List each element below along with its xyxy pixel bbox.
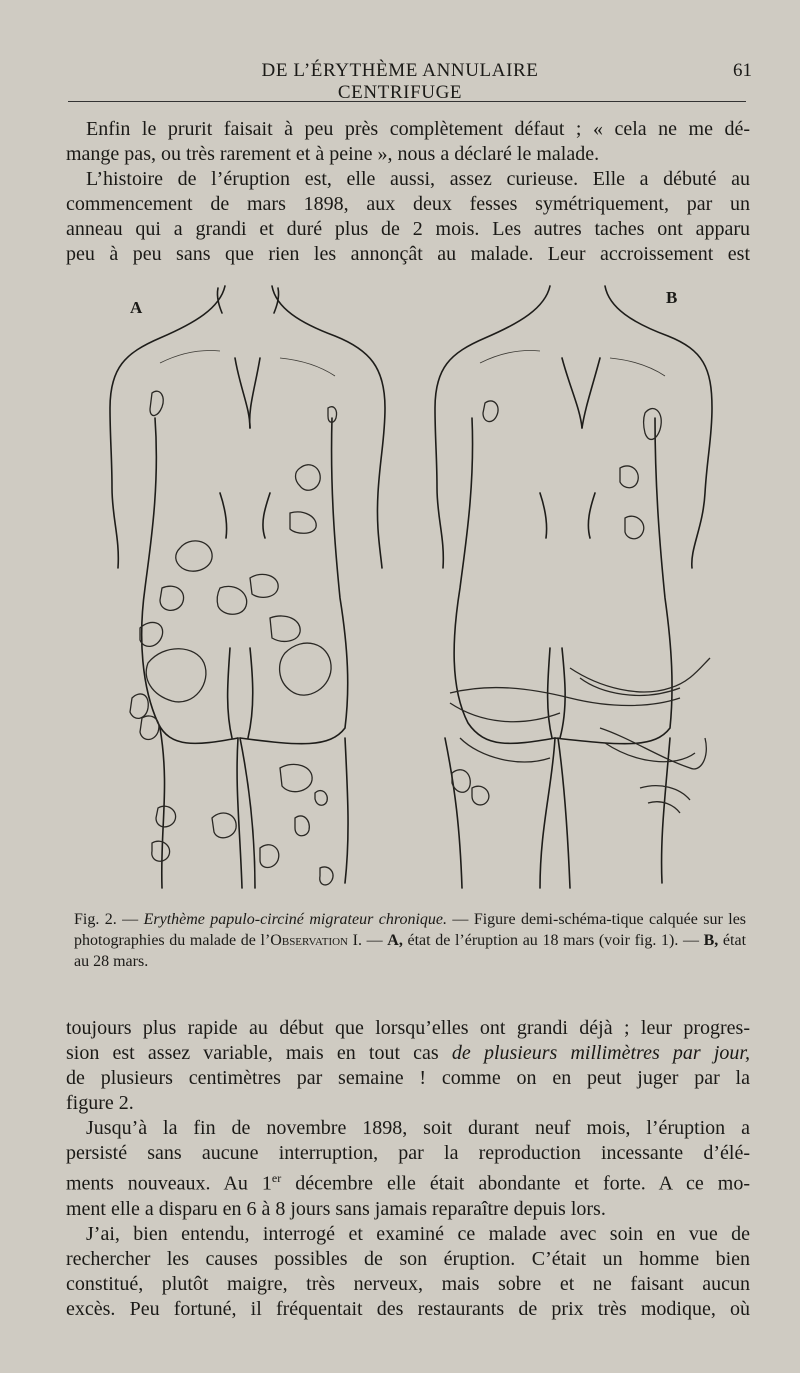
- caption-text: —: [116, 911, 144, 928]
- body-outline-drawing: [100, 268, 720, 900]
- text-line: [66, 1166, 750, 1197]
- figure-a-lesions: [130, 391, 337, 885]
- running-title: DE L’ÉRYTHÈME ANNULAIRE CENTRIFUGE: [261, 60, 539, 103]
- caption-label-a: A,: [387, 932, 403, 949]
- header-rule: [68, 101, 746, 102]
- figure-b-outline: [435, 286, 712, 888]
- caption-title: Erythème papulo-circiné migrateur chronique.: [143, 911, 448, 928]
- text-line: J’ai, bien entendu, interrogé et examiné ce malade avec soin en vue de: [86, 1222, 750, 1245]
- caption-text: I. —: [348, 932, 388, 949]
- text-line: L’histoire de l’éruption est, elle aussi, assez curieuse. Elle a débuté au: [86, 168, 750, 190]
- figure-label-a: A: [130, 298, 143, 317]
- text-line: excès. Peu fortuné, il fréquentait des restaurants de prix très modique, où: [66, 1297, 750, 1320]
- text-line: mange pas, ou très rarement et à peine », nous a déclaré le malade.: [66, 143, 600, 165]
- text-line: toujours plus rapide au début que lorsqu’elles ont grandi déjà ; leur progres-: [66, 1017, 750, 1039]
- text-line: [66, 1041, 750, 1066]
- text-line: figure 2.: [66, 1092, 134, 1114]
- figure-a-outline: [110, 286, 385, 888]
- figure-illustration: [100, 268, 720, 905]
- caption-text: état de l’éruption au 18 mars (voir fig. 1). —: [402, 932, 704, 949]
- caption-text: état au 28 mars.: [74, 932, 747, 970]
- text-line: Jusqu’à la fin de novembre 1898, soit durant neuf mois, l’éruption a: [86, 1117, 750, 1139]
- top-text-block: [66, 117, 750, 267]
- figure-caption: [74, 909, 746, 972]
- caption-observation: Observation: [270, 932, 349, 949]
- page-number: 61: [733, 60, 752, 81]
- text-span: sion est assez variable, mais en tout cas: [66, 1042, 452, 1064]
- text-line: constitué, plutôt maigre, très nerveux, mais sobre et ne faisant aucun: [66, 1272, 750, 1295]
- bottom-text-block: [66, 1016, 750, 1322]
- caption-text: — Figure demi-schéma-tique calquée sur les photographies du malade de l’: [74, 911, 747, 949]
- text-line: persisté sans aucune interruption, par la reproduction incessante d’élé-: [66, 1142, 750, 1164]
- text-line: ment elle a disparu en 6 à 8 jours sans jamais reparaître depuis lors.: [66, 1197, 606, 1220]
- superscript: er: [271, 1171, 282, 1185]
- text-line: de plusieurs centimètres par semaine ! comme on en peut juger par la: [66, 1067, 750, 1089]
- text-line: peu à peu sans que rien les annonçât au malade. Leur accroissement est: [66, 243, 750, 265]
- text-line: anneau qui a grandi et duré plus de 2 mois. Les autres taches ont apparu: [66, 218, 750, 240]
- emphasis-text: de plusieurs millimètres par jour,: [451, 1042, 750, 1064]
- text-span: ments nouveaux. Au 1: [66, 1172, 272, 1195]
- text-line: Enfin le prurit faisait à peu près complètement défaut ; « cela ne me dé-: [86, 118, 750, 140]
- figure-label-b: B: [666, 288, 678, 307]
- figure-b-lesions: [450, 401, 710, 813]
- text-line: commencement de mars 1898, aux deux fesses symétriquement, par un: [66, 193, 750, 215]
- caption-fig-number: Fig. 2.: [74, 911, 117, 928]
- text-span: décembre elle était abondante et forte. A ce mo-: [281, 1172, 750, 1195]
- caption-label-b: B,: [703, 932, 719, 949]
- text-line: rechercher les causes possibles de son éruption. C’était un homme bien: [66, 1247, 750, 1270]
